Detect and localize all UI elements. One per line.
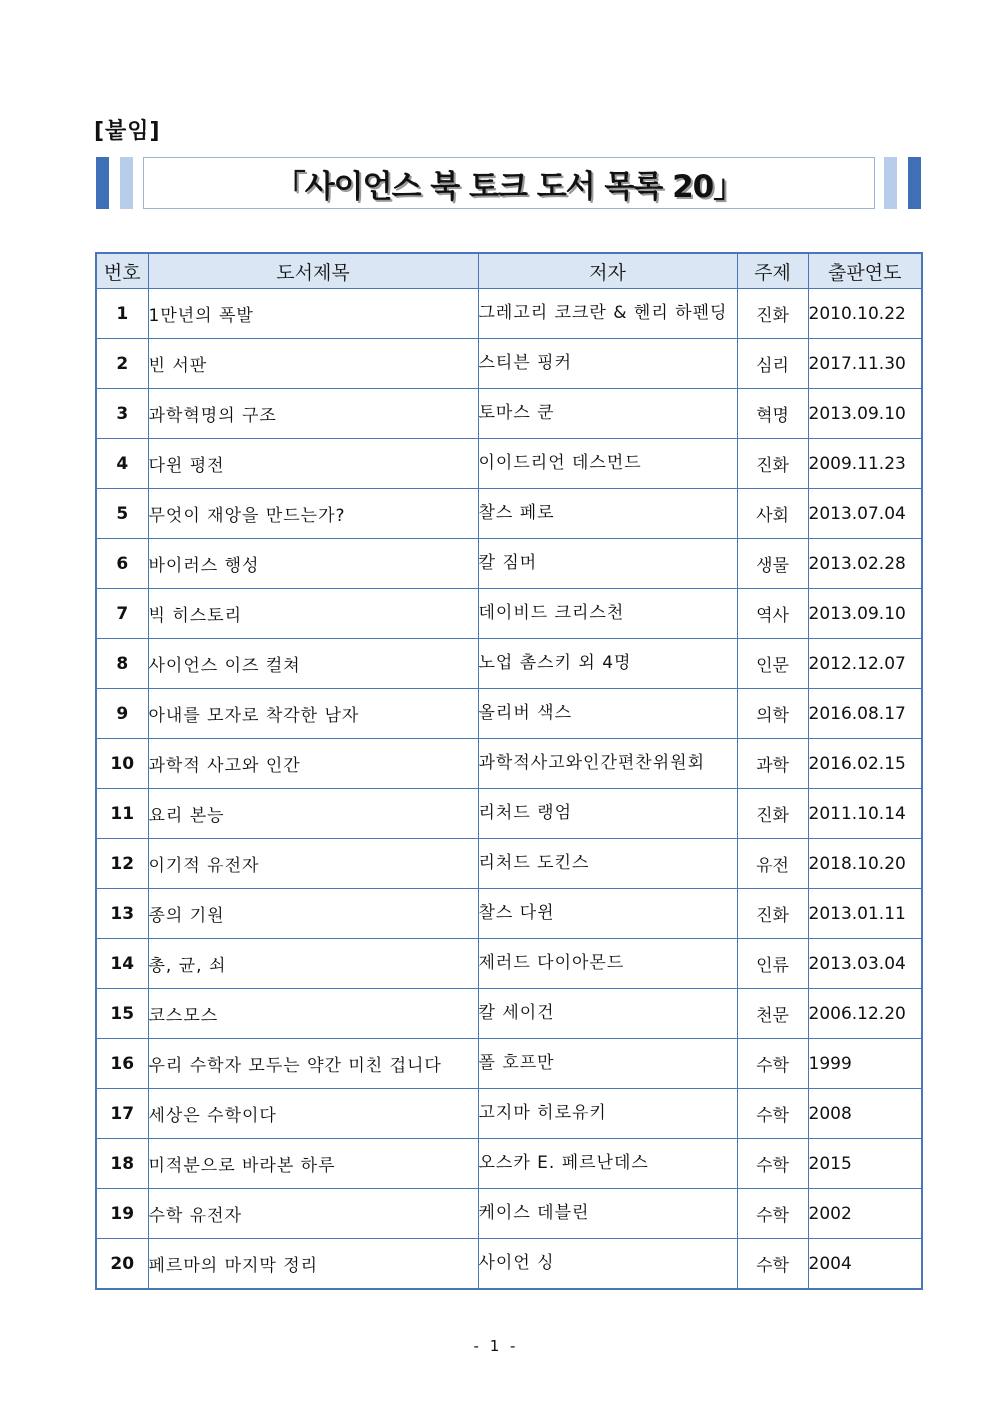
table-row (96, 839, 922, 889)
author: 리처드 랭엄 (478, 789, 737, 839)
book-title: 바이러스 행성 (148, 539, 478, 589)
title-banner (96, 157, 921, 209)
table-row (96, 589, 922, 639)
page-number: - 1 - (473, 1337, 519, 1355)
author: 리처드 도킨스 (478, 839, 737, 889)
topic: 수학 (737, 1139, 808, 1189)
row-number: 11 (96, 789, 148, 839)
author: 폴 호프만 (478, 1039, 737, 1089)
book-title: 미적분으로 바라본 하루 (148, 1139, 478, 1189)
author: 칼 세이건 (478, 989, 737, 1039)
row-number: 14 (96, 939, 148, 989)
table-row (96, 939, 922, 989)
publication-date: 2013.09.10 (808, 589, 922, 639)
publication-date: 2004 (808, 1239, 922, 1290)
header-topic: 주제 (737, 253, 808, 289)
author: 토마스 쿤 (478, 389, 737, 439)
row-number: 12 (96, 839, 148, 889)
topic: 심리 (737, 339, 808, 389)
book-title: 우리 수학자 모두는 약간 미친 겁니다 (148, 1039, 478, 1089)
author: 그레고리 코크란 & 헨리 하펜딩 (478, 289, 737, 339)
topic: 진화 (737, 789, 808, 839)
row-number: 20 (96, 1239, 148, 1290)
row-number: 5 (96, 489, 148, 539)
publication-date: 2013.07.04 (808, 489, 922, 539)
row-number: 1 (96, 289, 148, 339)
table-row (96, 639, 922, 689)
table-row (96, 889, 922, 939)
table-row (96, 1189, 922, 1239)
topic: 진화 (737, 439, 808, 489)
publication-date: 1999 (808, 1039, 922, 1089)
publication-date: 2008 (808, 1089, 922, 1139)
topic: 혁명 (737, 389, 808, 439)
publication-date: 2012.12.07 (808, 639, 922, 689)
author: 과학적사고와인간편찬위원회 (478, 739, 737, 789)
left-accent-bar-light (120, 157, 133, 209)
book-list-table (95, 252, 923, 1290)
topic: 사회 (737, 489, 808, 539)
publication-date: 2016.08.17 (808, 689, 922, 739)
book-title: 종의 기원 (148, 889, 478, 939)
author: 찰스 페로 (478, 489, 737, 539)
table-row (96, 1089, 922, 1139)
book-title: 요리 본능 (148, 789, 478, 839)
table-row (96, 689, 922, 739)
row-number: 7 (96, 589, 148, 639)
publication-date: 2013.09.10 (808, 389, 922, 439)
topic: 인문 (737, 639, 808, 689)
header-publication-date: 출판연도 (808, 253, 922, 289)
topic: 의학 (737, 689, 808, 739)
topic: 인류 (737, 939, 808, 989)
author: 찰스 다윈 (478, 889, 737, 939)
publication-date: 2011.10.14 (808, 789, 922, 839)
book-title: 아내를 모자로 착각한 남자 (148, 689, 478, 739)
book-title: 세상은 수학이다 (148, 1089, 478, 1139)
right-accent-bar-light (884, 157, 897, 209)
document-title: 「사이언스 북 토크 도서 목록 20」 (274, 168, 744, 205)
book-title: 이기적 유전자 (148, 839, 478, 889)
book-title: 빈 서판 (148, 339, 478, 389)
book-title: 1만년의 폭발 (148, 289, 478, 339)
row-number: 8 (96, 639, 148, 689)
publication-date: 2006.12.20 (808, 989, 922, 1039)
row-number: 4 (96, 439, 148, 489)
row-number: 13 (96, 889, 148, 939)
author: 칼 짐머 (478, 539, 737, 589)
book-title: 과학혁명의 구조 (148, 389, 478, 439)
row-number: 15 (96, 989, 148, 1039)
author: 케이스 데블린 (478, 1189, 737, 1239)
publication-date: 2018.10.20 (808, 839, 922, 889)
table-header-row (96, 253, 922, 289)
table-body (96, 289, 922, 1290)
table-row (96, 789, 922, 839)
row-number: 17 (96, 1089, 148, 1139)
book-title: 빅 히스토리 (148, 589, 478, 639)
author: 노업 촘스키 외 4명 (478, 639, 737, 689)
right-accent-bar-dark (908, 157, 921, 209)
book-title: 과학적 사고와 인간 (148, 739, 478, 789)
publication-date: 2013.02.28 (808, 539, 922, 589)
table-row (96, 739, 922, 789)
topic: 역사 (737, 589, 808, 639)
book-title: 페르마의 마지막 정리 (148, 1239, 478, 1290)
table-row (96, 339, 922, 389)
author: 사이언 싱 (478, 1239, 737, 1290)
publication-date: 2017.11.30 (808, 339, 922, 389)
publication-date: 2010.10.22 (808, 289, 922, 339)
publication-date: 2016.02.15 (808, 739, 922, 789)
author: 이이드리언 데스먼드 (478, 439, 737, 489)
book-title: 수학 유전자 (148, 1189, 478, 1239)
publication-date: 2013.03.04 (808, 939, 922, 989)
table-row (96, 989, 922, 1039)
table-row (96, 289, 922, 339)
table-row (96, 539, 922, 589)
header-book-title: 도서제목 (148, 253, 478, 289)
table-row (96, 1139, 922, 1189)
topic: 생물 (737, 539, 808, 589)
row-number: 2 (96, 339, 148, 389)
topic: 천문 (737, 989, 808, 1039)
row-number: 19 (96, 1189, 148, 1239)
topic: 진화 (737, 289, 808, 339)
table-row (96, 439, 922, 489)
book-title: 다윈 평전 (148, 439, 478, 489)
topic: 수학 (737, 1239, 808, 1290)
row-number: 16 (96, 1039, 148, 1089)
author: 데이비드 크리스천 (478, 589, 737, 639)
publication-date: 2009.11.23 (808, 439, 922, 489)
topic: 유전 (737, 839, 808, 889)
topic: 수학 (737, 1039, 808, 1089)
publication-date: 2015 (808, 1139, 922, 1189)
row-number: 18 (96, 1139, 148, 1189)
header-author: 저자 (478, 253, 737, 289)
book-title: 코스모스 (148, 989, 478, 1039)
row-number: 10 (96, 739, 148, 789)
table-row (96, 1239, 922, 1290)
author: 제러드 다이아몬드 (478, 939, 737, 989)
topic: 수학 (737, 1189, 808, 1239)
author: 오스카 E. 페르난데스 (478, 1139, 737, 1189)
table-row (96, 1039, 922, 1089)
publication-date: 2013.01.11 (808, 889, 922, 939)
left-accent-bar-dark (96, 157, 109, 209)
author: 올리버 색스 (478, 689, 737, 739)
author: 스티븐 핑커 (478, 339, 737, 389)
publication-date: 2002 (808, 1189, 922, 1239)
topic: 과학 (737, 739, 808, 789)
table-row (96, 489, 922, 539)
row-number: 6 (96, 539, 148, 589)
book-title: 사이언스 이즈 컬쳐 (148, 639, 478, 689)
author: 고지마 히로유키 (478, 1089, 737, 1139)
row-number: 9 (96, 689, 148, 739)
attachment-label: [붙임] (94, 119, 161, 144)
row-number: 3 (96, 389, 148, 439)
title-box (143, 157, 875, 209)
table-row (96, 389, 922, 439)
book-title: 무엇이 재앙을 만드는가? (148, 489, 478, 539)
header-number: 번호 (96, 253, 148, 289)
topic: 수학 (737, 1089, 808, 1139)
topic: 진화 (737, 889, 808, 939)
book-title: 총, 균, 쇠 (148, 939, 478, 989)
